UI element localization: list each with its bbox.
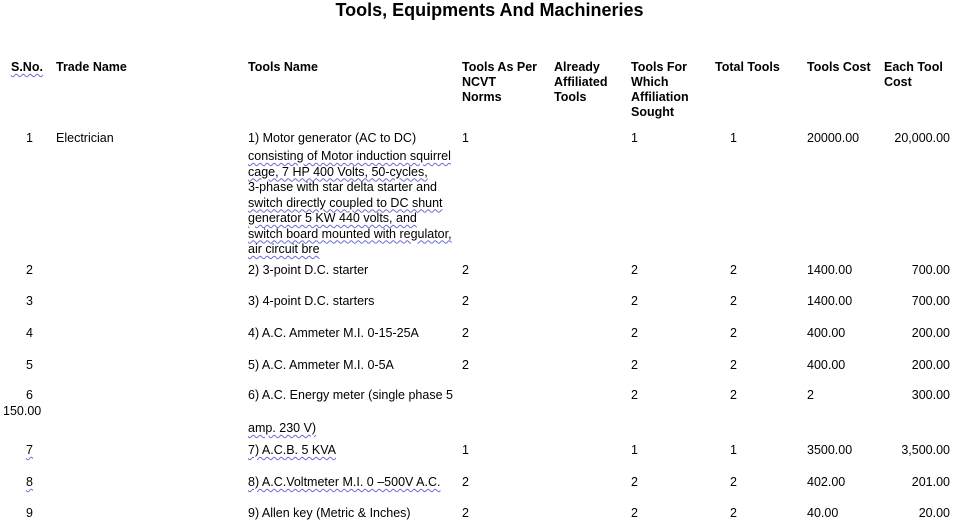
row-cost: 1400.00: [807, 263, 853, 277]
row-trade-name: Electrician: [56, 131, 114, 145]
row-sno: 5: [26, 358, 33, 372]
header-each-tool-cost: Each Tool Cost: [884, 60, 943, 89]
row-sought: 2: [631, 294, 638, 308]
row-total: 2: [730, 475, 737, 489]
row-sought: 2: [631, 358, 638, 372]
tool-line: amp. 230 V): [248, 421, 317, 435]
page-title: Tools, Equipments And Machineries: [335, 0, 644, 20]
row-cost: 20000.00: [807, 131, 860, 145]
row-total: 2: [730, 263, 737, 277]
row-total: 1: [730, 443, 737, 457]
row-each-cost: 20,000.00: [894, 131, 950, 145]
row-each-cost: 200.00: [911, 326, 950, 340]
row-tool-name: 5) A.C. Ammeter M.I. 0-5A: [248, 358, 394, 372]
tool-line: 8) A.C.Voltmeter M.I. 0 –500V A.C.: [248, 475, 441, 489]
row-ncvt: 2: [462, 326, 469, 340]
tool-line: switch directly coupled to DC shunt: [248, 195, 443, 210]
row-sought: 2: [631, 388, 638, 402]
row-sought: 2: [631, 263, 638, 277]
header-sno: S.No.: [11, 60, 43, 74]
row-sought: 1: [631, 131, 638, 145]
row-cost: 402.00: [807, 475, 846, 489]
row-cost: 400.00: [807, 326, 846, 340]
row-sno: 3: [26, 294, 33, 308]
row-sno: 8: [26, 475, 33, 489]
header-tools-cost: Tools Cost: [807, 60, 871, 74]
row-sno: 1: [26, 131, 33, 145]
row-ncvt: 2: [462, 506, 469, 520]
row-ncvt: 1: [462, 131, 469, 145]
row-tool-name-cont: [248, 421, 316, 435]
tool-line: 7) A.C.B. 5 KVA: [248, 443, 337, 457]
row-tool-name: 4) A.C. Ammeter M.I. 0-15-25A: [248, 326, 419, 340]
header-tools-name: Tools Name: [248, 60, 318, 74]
header-ncvt-norms: Tools As Per NCVT Norms: [462, 60, 538, 104]
row-cost: 40.00: [807, 506, 839, 520]
tool-line: consisting of Motor induction squirrel: [248, 149, 451, 163]
row-sno: 6: [26, 388, 33, 402]
row-cost: 2: [807, 388, 814, 402]
tool-line: air circuit bre: [248, 242, 320, 256]
row-cost: 1400.00: [807, 294, 853, 308]
header-trade-name: Trade Name: [56, 60, 127, 74]
row-total: 2: [730, 358, 737, 372]
header-affiliation-sought: Tools For Which Affiliation Sought: [631, 60, 689, 119]
row-sought: 2: [631, 326, 638, 340]
row-ncvt: 2: [462, 263, 469, 277]
tool-line: cage, 7 HP 400 Volts, 50-cycles,: [248, 164, 428, 179]
row-each-cost: 300.00: [911, 388, 950, 402]
tool-line: generator 5 KW 440 volts, and: [248, 211, 417, 225]
row-cost: 3500.00: [807, 443, 853, 457]
row-total: 2: [730, 326, 737, 340]
row-total: 2: [730, 388, 737, 402]
header-total-tools: Total Tools: [715, 60, 780, 74]
row-tool-name: [248, 475, 440, 489]
row-tool-name: 3) 4-point D.C. starters: [248, 294, 375, 308]
row-each-cost: 201.00: [911, 475, 950, 489]
row-tool-name: 9) Allen key (Metric & Inches): [248, 506, 411, 520]
row-tool-name: [248, 443, 336, 457]
tool-line: 3-phase with star delta starter and: [248, 180, 437, 194]
row-tool-name-cont: [248, 149, 464, 258]
row-tool-name: 6) A.C. Energy meter (single phase 5: [248, 388, 453, 402]
row-each-cost: 200.00: [911, 358, 950, 372]
row-sought: 2: [631, 475, 638, 489]
row-ncvt: 2: [462, 358, 469, 372]
row-sno: 7: [26, 443, 33, 457]
row-each-cost: 20.00: [918, 506, 950, 520]
row-sought: 1: [631, 443, 638, 457]
row-each-cost: 700.00: [911, 263, 950, 277]
tool-line: switch board mounted with regulator,: [248, 226, 452, 241]
row-tool-name: 1) Motor generator (AC to DC): [248, 131, 417, 145]
row-ncvt: 1: [462, 443, 469, 457]
row-ncvt: 2: [462, 475, 469, 489]
row-sno: 4: [26, 326, 33, 340]
row-sno: 9: [26, 506, 33, 520]
row-ncvt: 2: [462, 294, 469, 308]
header-already-affiliated: Already Affiliated Tools: [554, 60, 608, 104]
row-total: 2: [730, 294, 737, 308]
row-sno: 2: [26, 263, 33, 277]
row-each-cost: 3,500.00: [901, 443, 950, 457]
row-tool-name: 2) 3-point D.C. starter: [248, 263, 369, 277]
row-each-cost: 700.00: [911, 294, 950, 308]
row-cost: 400.00: [807, 358, 846, 372]
row-overflow-value: 150.00: [3, 404, 42, 418]
row-total: 1: [730, 131, 737, 145]
row-total: 2: [730, 506, 737, 520]
row-sought: 2: [631, 506, 638, 520]
